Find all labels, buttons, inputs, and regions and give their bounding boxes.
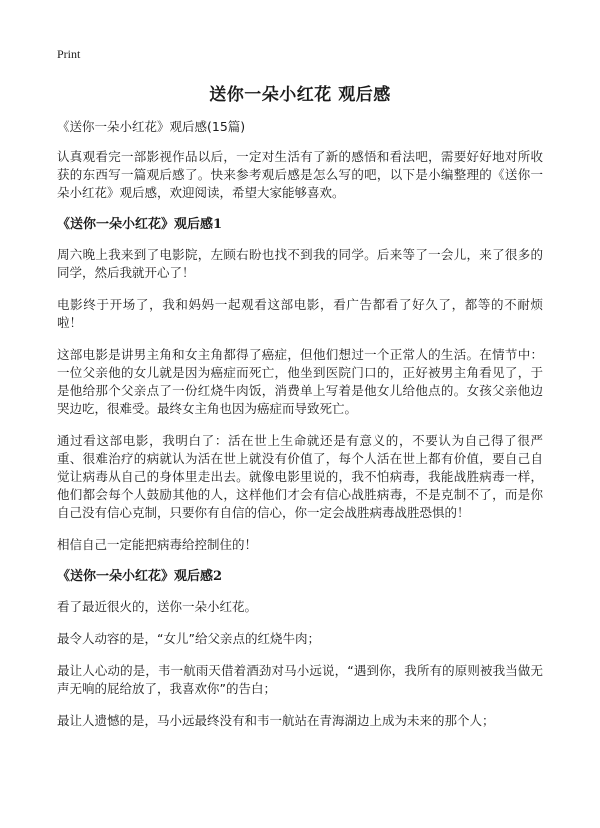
- print-label: Print: [57, 47, 81, 61]
- section-2-paragraph-1: 看了最近很火的，送你一朵小红花。: [57, 599, 258, 614]
- section-2-paragraph-2: 最令人动容的是，“女儿”给父亲点的红烧牛肉；: [57, 631, 320, 646]
- article-body: [57, 118, 543, 744]
- section-1-paragraph-5: 相信自己一定能把病毒给控制住的！: [57, 537, 258, 552]
- section-1-paragraph-4: 通过看这部电影，我明白了：活在世上生命就还是有意义的，不要认为自己得了很严重、很难治疗的病就认为活在世上就没有价值了，每个人活在世上都有价值，要自己自觉让病毒从自己的身体里走出去。就像电影里说的，我不怕病毒，我能战胜病毒一样，他们都会每个人鼓励其他的人，这样他们才会有信心战胜病毒，不是克制不了，而是你自己没有信心克制，只要你有自信的信心，你一定会战胜病毒战胜恐惧的！: [57, 433, 543, 520]
- section-1-paragraph-2: 电影终于开场了，我和妈妈一起观看这部电影，看广告都看了好久了，都等的不耐烦啦！: [57, 297, 543, 330]
- section-2-paragraph-4: 最让人遗憾的是，马小远最终没有和韦一航站在青海湖边上成为未来的那个人；: [57, 713, 495, 728]
- section-heading-1: 《送你一朵小红花》观后感1: [57, 217, 223, 232]
- section-2-paragraph-3: 最让人心动的是，韦一航雨天借着酒劲对马小远说，“遇到你，我所有的原则被我当做无声无响的屁给放了，我喜欢你”的告白；: [57, 663, 543, 696]
- section-1-paragraph-1: 周六晚上我来到了电影院，左顾右盼也找不到我的同学。后来等了一会儿，来了很多的同学，然后我就开心了！: [57, 247, 543, 280]
- section-heading-2: 《送你一朵小红花》观后感2: [57, 569, 223, 584]
- section-1-paragraph-3: 这部电影是讲男主角和女主角都得了癌症，但他们想过一个正常人的生活。在情节中：一位父亲他的女儿就是因为癌症而死亡，他坐到医院门口的，正好被男主角看见了，于是他给那个父亲点了一份红烧牛肉饭，消费单上写着是他女儿给他点的。女孩父亲他边哭边吃，很难受。最终女主角也因为癌症而导致死亡。: [57, 347, 543, 416]
- intro-paragraph: 认真观看完一部影视作品以后，一定对生活有了新的感悟和看法吧，需要好好地对所收获的东西写一篇观后感了。快来参考观后感是怎么写的吧，以下是小编整理的《送你一朵小红花》观后感，欢迎阅读，希望大家能够喜欢。: [57, 149, 543, 200]
- page-title: 送你一朵小红花 观后感: [209, 85, 391, 105]
- article-subtitle: 《送你一朵小红花》观后感(15篇): [57, 119, 246, 134]
